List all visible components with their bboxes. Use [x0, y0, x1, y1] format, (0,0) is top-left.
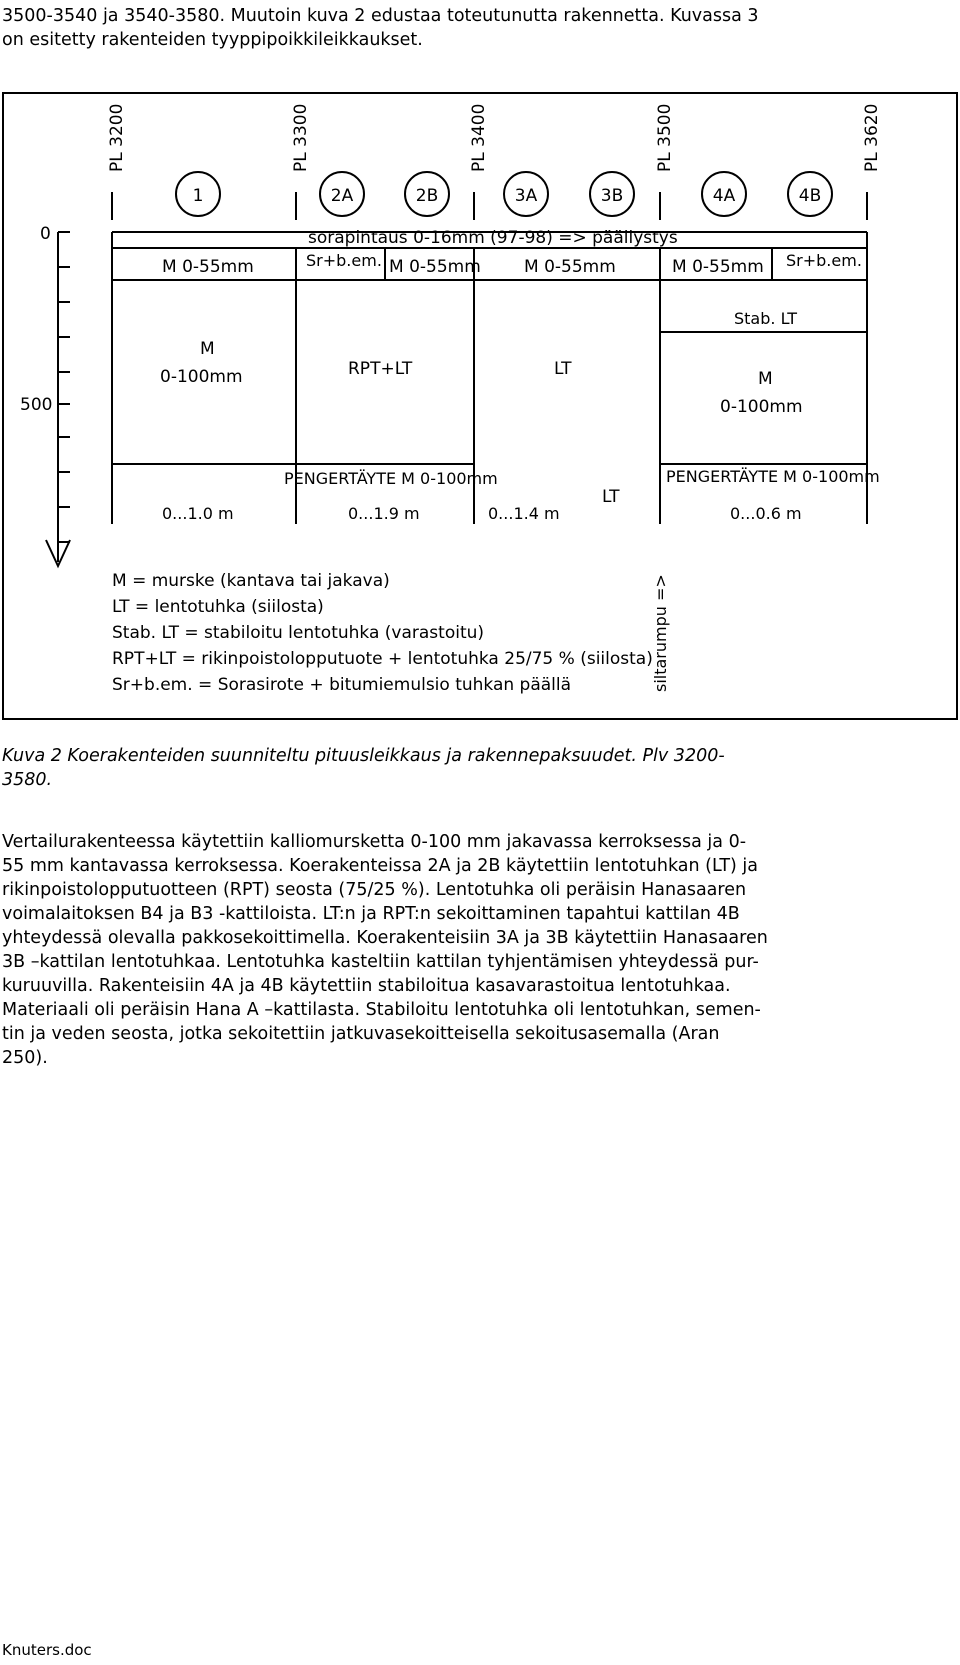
intro-paragraph	[2, 4, 902, 52]
caption-line: Kuva 2 Koerakenteiden suunniteltu pituusleikkaus ja rakennepaksuudet. Plv 3200-	[2, 746, 725, 766]
station-label: PL 3200	[107, 103, 127, 172]
station-label: PL 3400	[469, 103, 489, 172]
section-id: 1	[192, 186, 204, 206]
surface-label: sorapintaus 0-16mm (97-98) => päällystys	[308, 228, 678, 248]
figure-caption	[2, 744, 922, 792]
layer-label: M 0-55mm	[162, 257, 254, 277]
body-line: Materiaali oli peräisin Hana A –kattilasta. Stabiloitu lentotuhka oli lentotuhkan, semen-	[2, 1000, 761, 1020]
station-ticks	[112, 192, 867, 220]
layer-label: M 0-55mm	[524, 257, 616, 277]
body-paragraph	[2, 830, 922, 1070]
legend-entry: RPT+LT = rikinpoistolopputuote + lentotuhka 25/75 % (siilosta)	[112, 649, 653, 669]
embankment-depth: 0...1.9 m	[348, 504, 420, 523]
layer-label: Sr+b.em.	[306, 251, 382, 270]
section-id: 4B	[798, 186, 822, 206]
embankment-depth: 0...0.6 m	[730, 504, 802, 523]
body-line: 55 mm kantavassa kerroksessa. Koerakenteissa 2A ja 2B käytettiin lentotuhkan (LT) ja	[2, 856, 759, 876]
embankment-depth: 0...1.4 m	[488, 504, 560, 523]
footer-filename: Knuters.doc	[2, 1641, 92, 1659]
figure-legend	[112, 571, 653, 695]
layer-label: Sr+b.em.	[786, 251, 862, 270]
station-label: PL 3620	[862, 103, 882, 172]
layer-label: M	[200, 339, 215, 359]
depth-label: 500	[20, 395, 53, 415]
layer-label: M 0-55mm	[389, 257, 481, 277]
embankment-depth: 0...1.0 m	[162, 504, 234, 523]
layer-label: M	[758, 369, 773, 389]
section-id: 2B	[415, 186, 439, 206]
longitudinal-section-figure	[2, 92, 958, 720]
body-line: rikinpoistolopputuotteen (RPT) seosta (75/25 %). Lentotuhka oli peräisin Hanasaaren	[2, 880, 747, 900]
station-label: PL 3300	[291, 103, 311, 172]
layer-label: LT	[602, 487, 620, 507]
legend-entry: Sr+b.em. = Sorasirote + bitumiemulsio tuhkan päällä	[112, 675, 572, 695]
section-drawing	[2, 92, 958, 720]
layer-label: RPT+LT	[348, 359, 413, 379]
intro-line: 3500-3540 ja 3540-3580. Muutoin kuva 2 edustaa toteutunutta rakennetta. Kuvassa 3	[2, 6, 759, 26]
section-id: 4A	[712, 186, 736, 206]
culvert-label: siltarumpu =>	[651, 574, 670, 692]
embankment-label: PENGERTÄYTE M 0-100mm	[666, 467, 880, 486]
body-line: tin ja veden seosta, jotka sekoitettiin jatkuvasekoitteisella sekoitusasemalla (Aran	[2, 1024, 720, 1044]
legend-entry: M = murske (kantava tai jakava)	[112, 571, 390, 591]
embankment-label: PENGERTÄYTE M 0-100mm	[284, 469, 498, 488]
legend-entry: LT = lentotuhka (siilosta)	[112, 597, 324, 617]
layer-label: 0-100mm	[160, 367, 243, 387]
body-line: Vertailurakenteessa käytettiin kalliomursketta 0-100 mm jakavassa kerroksessa ja 0-	[2, 832, 747, 852]
section-id: 3B	[600, 186, 624, 206]
legend-entry: Stab. LT = stabiloitu lentotuhka (varastoitu)	[112, 623, 485, 643]
station-label: PL 3500	[655, 103, 675, 172]
section-id: 2A	[330, 186, 354, 206]
intro-line: on esitetty rakenteiden tyyppipoikkileikkaukset.	[2, 30, 423, 50]
body-line: kuruuvilla. Rakenteisiin 4A ja 4B käytettiin stabiloitua kasavarastoitua lentotuhkaa.	[2, 976, 731, 996]
body-line: yhteydessä olevalla pakkosekoittimella. Koerakenteisiin 3A ja 3B käytettiin Hanasaaren	[2, 928, 768, 948]
layer-label: Stab. LT	[734, 309, 798, 328]
section-id: 3A	[514, 186, 538, 206]
body-line: 250).	[2, 1048, 48, 1068]
layer-label: 0-100mm	[720, 397, 803, 417]
caption-line: 3580.	[2, 770, 53, 790]
body-line: voimalaitoksen B4 ja B3 -kattiloista. LT:n ja RPT:n sekoittaminen tapahtui kattilan 4B	[2, 904, 740, 924]
depth-label: 0	[40, 224, 51, 244]
layer-label: M 0-55mm	[672, 257, 764, 277]
layer-label: LT	[554, 359, 572, 379]
body-line: 3B –kattilan lentotuhkaa. Lentotuhka kasteltiin kattilan tyhjentämisen yhteydessä pur-	[2, 952, 759, 972]
